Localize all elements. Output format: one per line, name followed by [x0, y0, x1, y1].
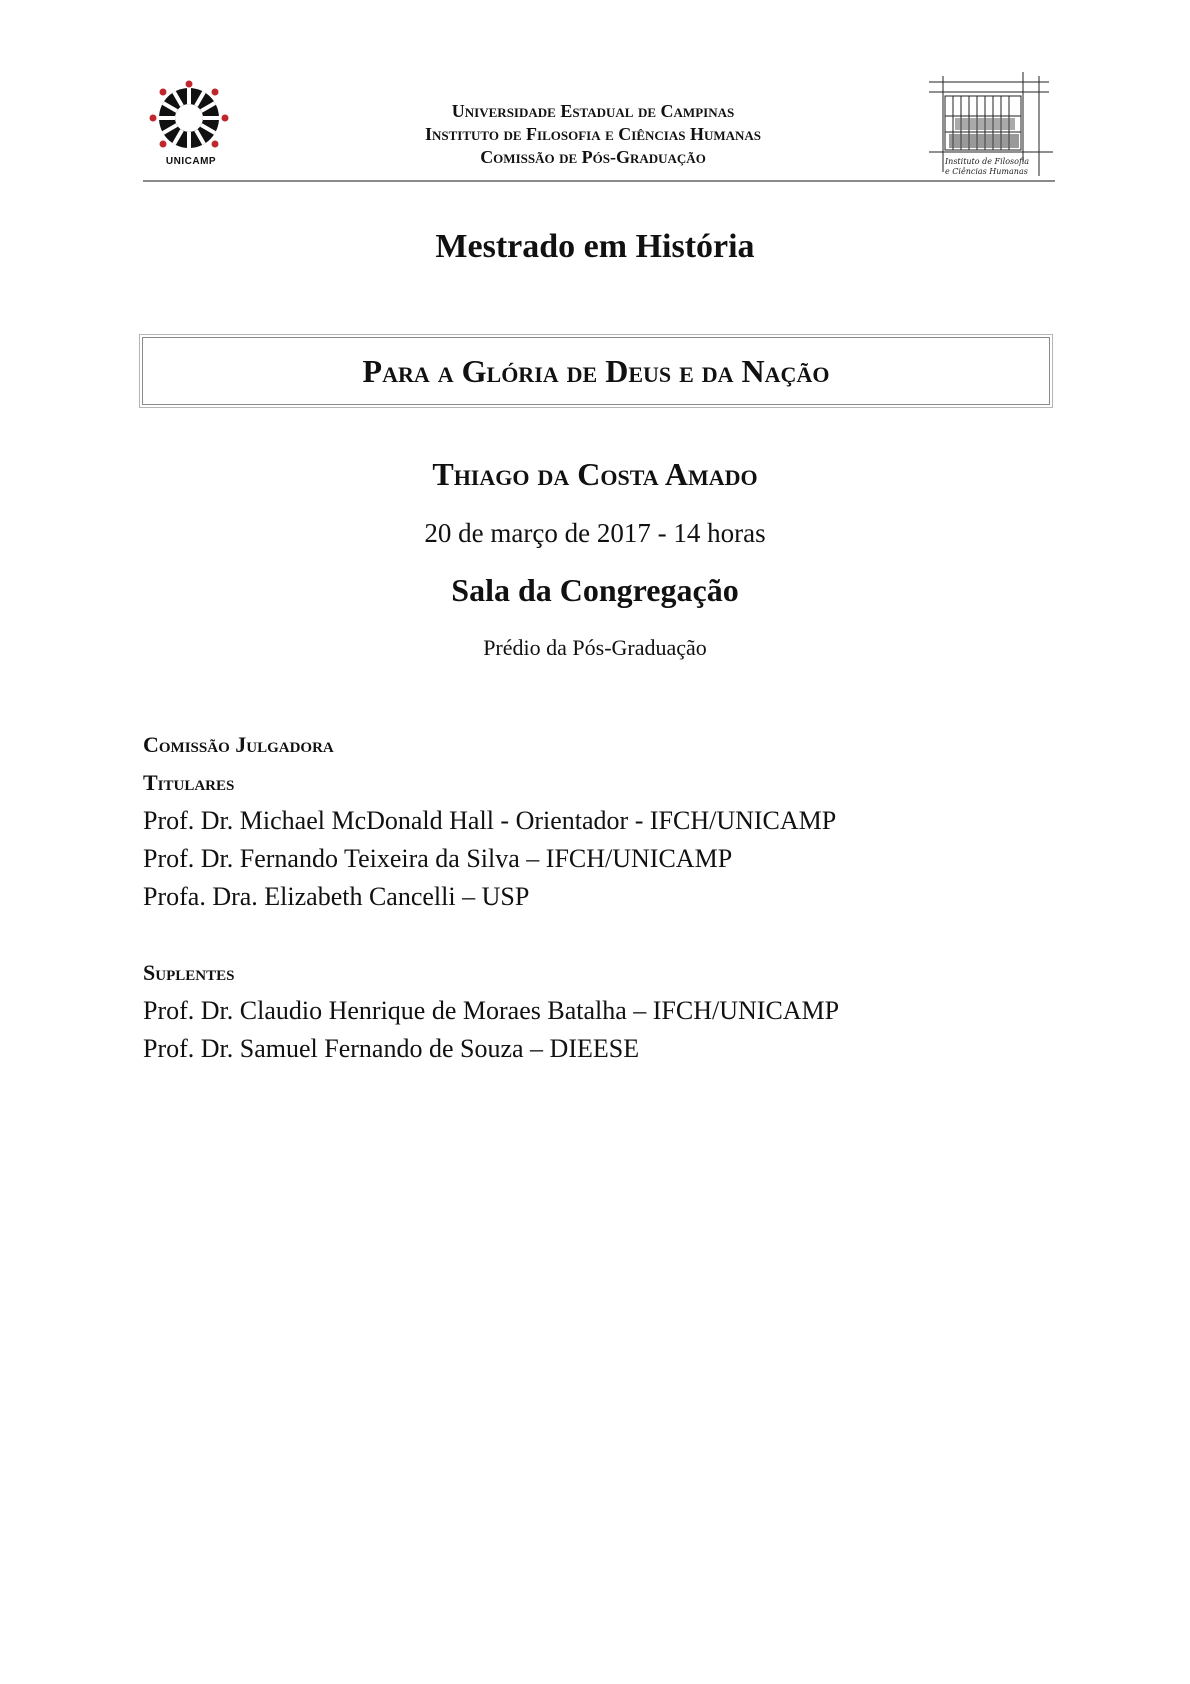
committee-heading: Comissão Julgadora	[143, 732, 334, 757]
committee-member: Prof. Dr. Claudio Henrique de Moraes Batalha – IFCH/UNICAMP	[143, 996, 840, 1025]
candidate-name: Thiago da Costa Amado	[432, 456, 758, 492]
unicamp-emblem-icon	[143, 80, 239, 160]
unicamp-logo-label: UNICAMP	[165, 156, 217, 167]
suplentes-heading: Suplentes	[143, 960, 235, 985]
ifch-logo	[923, 72, 1055, 180]
committee-member: Prof. Dr. Samuel Fernando de Souza – DIEESE	[143, 1034, 640, 1063]
institution-header-text	[293, 100, 893, 169]
commission-name: Comissão de Pós-Graduação	[480, 147, 706, 167]
unicamp-logo	[143, 80, 239, 176]
thesis-title: Para a Glória de Deus e da Nação	[362, 353, 830, 389]
committee-member: Prof. Dr. Michael McDonald Hall - Orientador - IFCH/UNICAMP	[143, 806, 837, 835]
committee-section	[143, 726, 1043, 1068]
ifch-caption-line-2: e Ciências Humanas	[945, 167, 1028, 176]
thesis-title-box	[142, 337, 1050, 405]
titulares-heading: Titulares	[143, 770, 235, 795]
institute-name: Instituto de Filosofia e Ciências Humanas	[425, 124, 761, 144]
ifch-caption-line-1: Instituto de Filosofia	[945, 157, 1030, 166]
university-name: Universidade Estadual de Campinas	[451, 101, 735, 121]
ifch-building-sketch-icon	[923, 72, 1055, 180]
program-title: Mestrado em História	[435, 228, 755, 265]
committee-member: Profa. Dra. Elizabeth Cancelli – USP	[143, 882, 530, 911]
document-header	[143, 72, 1055, 180]
defense-building: Prédio da Pós-Graduação	[483, 635, 707, 660]
header-divider	[143, 180, 1055, 182]
defense-room: Sala da Congregação	[451, 572, 739, 608]
committee-member: Prof. Dr. Fernando Teixeira da Silva – IFCH/UNICAMP	[143, 844, 733, 873]
defense-date-time: 20 de março de 2017 - 14 horas	[424, 518, 766, 548]
section-spacer	[143, 916, 1043, 954]
